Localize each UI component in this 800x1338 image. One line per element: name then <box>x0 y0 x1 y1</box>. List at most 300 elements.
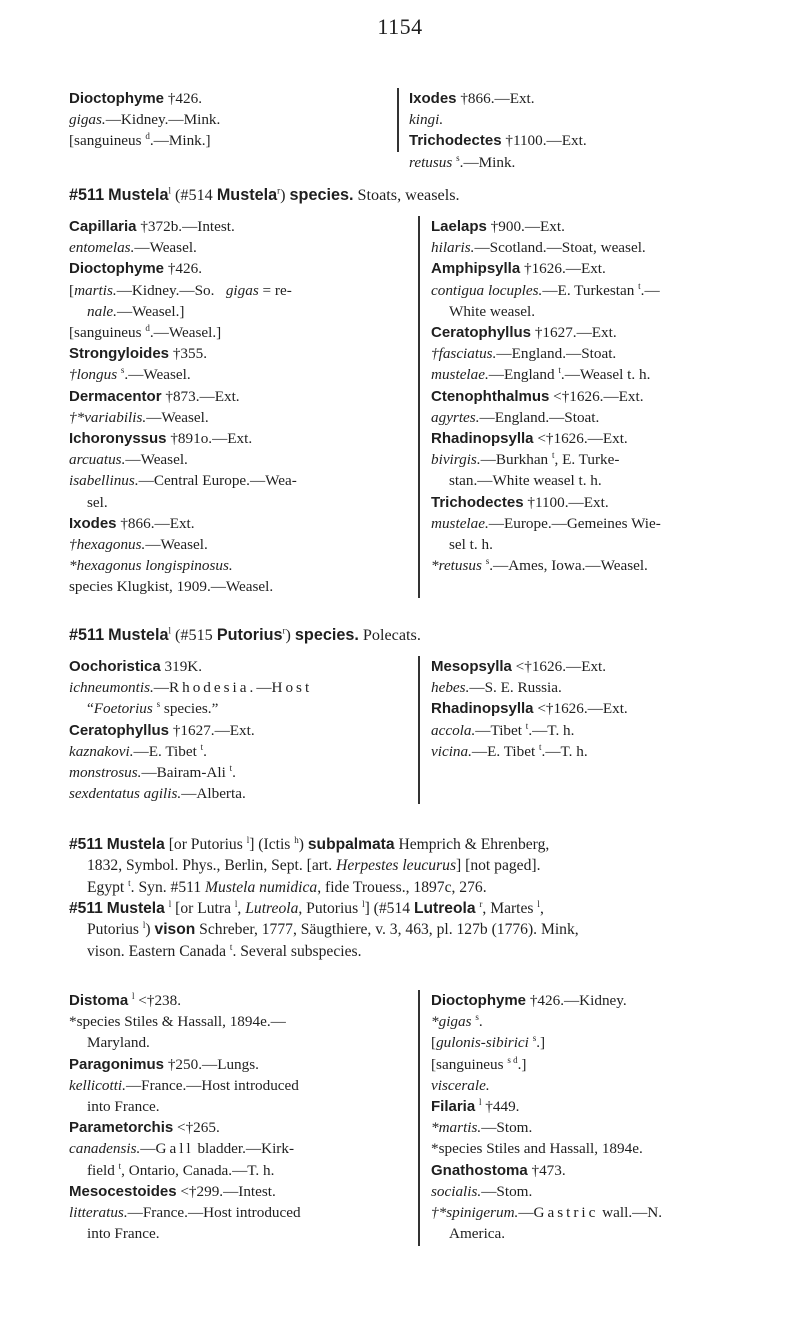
text-fragment: †426. <box>167 90 202 107</box>
text-fragment: †891o.—Ext. <box>170 430 253 448</box>
text-line <box>69 322 391 343</box>
text-line <box>409 130 769 151</box>
text-fragment: *retusus <box>431 557 482 575</box>
text-fragment: Capillaria <box>69 218 137 235</box>
text-line <box>431 1011 771 1032</box>
text-line <box>69 216 391 237</box>
text-fragment: †1100.—Ext. <box>505 132 587 150</box>
text-fragment: #511 <box>69 186 105 204</box>
text-fragment: l <box>537 898 540 909</box>
text-fragment: —Stom. <box>481 1182 533 1200</box>
text-fragment: Gnathostoma <box>431 1161 528 1179</box>
text-fragment: —Bairam-Ali <box>141 764 226 782</box>
text-line <box>431 741 771 762</box>
text-fragment: l <box>246 834 250 845</box>
text-line <box>69 1223 409 1244</box>
text-fragment: gigas <box>225 281 259 299</box>
text-fragment: Amphipsylla <box>431 260 521 278</box>
text-line <box>69 783 391 804</box>
text-line <box>69 698 391 719</box>
text-fragment: Mustela <box>106 900 165 917</box>
text-fragment: species Klugkist, 1909.—Weasel. <box>69 578 274 596</box>
text-fragment: [ <box>431 1034 437 1052</box>
text-fragment: —E. Tibet <box>471 742 536 760</box>
text-line <box>431 720 771 741</box>
text-line <box>431 258 771 279</box>
text-fragment: .—T. h. <box>541 742 588 760</box>
text-fragment: (#515 <box>175 626 213 644</box>
text-fragment: [or Lutra <box>175 900 231 917</box>
text-fragment: Stoats, weasels. <box>357 186 460 204</box>
text-line <box>69 677 391 698</box>
text-line <box>431 237 771 258</box>
entry-bracket-line <box>69 130 389 151</box>
top-left-column <box>69 88 389 152</box>
text-fragment: s <box>156 699 161 710</box>
text-fragment: vison. Eastern Canada <box>87 942 227 960</box>
text-fragment: t <box>200 741 204 752</box>
text-fragment: = re- <box>262 281 292 299</box>
mink-left-column <box>69 990 409 1244</box>
text-fragment: , Ontario, Canada.—T. h. <box>121 1161 275 1179</box>
entry-vison <box>69 898 769 962</box>
text-line <box>431 990 771 1011</box>
text-line <box>69 343 391 364</box>
text-fragment: l <box>168 898 172 909</box>
text-fragment: Mustela <box>106 836 165 853</box>
text-fragment: l <box>131 990 135 1001</box>
text-fragment: .—Weasel. <box>124 366 191 384</box>
text-fragment: sel. <box>87 493 108 511</box>
text-fragment: †250.—Lungs. <box>167 1055 259 1073</box>
text-fragment: <†238. <box>138 992 182 1009</box>
text-fragment: Dioctophyme <box>431 992 527 1009</box>
text-fragment: contigua locuples. <box>431 281 543 299</box>
text-fragment: . <box>203 742 207 760</box>
text-fragment: Ceratophyllus <box>69 721 170 739</box>
text-fragment: ] [not paged]. <box>456 857 541 875</box>
text-fragment: .— <box>640 281 660 299</box>
text-fragment: .—Ames, Iowa.—Weasel. <box>489 557 648 575</box>
text-fragment: mustelae. <box>431 514 489 532</box>
text-fragment: t <box>118 1160 122 1171</box>
text-line <box>69 1011 409 1032</box>
text-fragment: †449. <box>485 1098 520 1116</box>
text-fragment: Mesopsylla <box>431 658 512 675</box>
text-line <box>431 1054 771 1075</box>
text-fragment: hebes. <box>431 679 470 697</box>
text-line <box>69 1181 409 1202</box>
text-fragment: Mustela <box>108 626 169 644</box>
text-fragment: —England.—Stoat. <box>479 408 600 426</box>
text-fragment: hilaris. <box>431 239 475 257</box>
text-line <box>431 1117 771 1138</box>
text-line <box>69 1202 409 1223</box>
text-line <box>69 656 391 677</box>
text-fragment: Oochoristica <box>69 658 161 675</box>
text-fragment: stan.—White weasel t. h. <box>449 472 602 490</box>
text-fragment: .—Weasel t. h. <box>560 366 651 384</box>
text-fragment: Lutreola <box>245 900 299 917</box>
text-fragment: ] (#514 <box>364 900 411 917</box>
text-line <box>69 1096 409 1117</box>
text-fragment: into France. <box>87 1225 160 1243</box>
text-fragment: †*variabilis. <box>69 408 147 426</box>
text-fragment: Dioctophyme <box>69 90 165 107</box>
text-fragment: †longus <box>69 366 118 384</box>
text-fragment: kaznakovi. <box>69 742 134 760</box>
column-divider <box>397 88 399 152</box>
text-fragment: Strongyloides <box>69 345 170 363</box>
text-fragment: Ixodes <box>69 514 117 532</box>
text-fragment: —Kidney.—Mink. <box>105 111 221 129</box>
text-fragment: †900.—Ext. <box>490 218 565 235</box>
section-heading-stoats <box>69 184 769 206</box>
text-line <box>69 898 769 919</box>
text-fragment: ] (Ictis <box>249 836 291 853</box>
text-fragment: —E. Turkestan <box>542 281 635 299</box>
text-line <box>69 386 391 407</box>
text-fragment: t <box>229 941 233 952</box>
text-fragment: —Kidney.—So. <box>116 281 215 299</box>
text-line <box>431 1202 771 1223</box>
text-fragment: <†1626.—Ext. <box>515 658 607 675</box>
text-fragment: canadensis. <box>69 1140 141 1158</box>
text-fragment: White weasel. <box>449 302 536 320</box>
text-fragment: t <box>558 365 561 376</box>
text-fragment: d <box>145 322 150 333</box>
text-fragment: species.” <box>160 700 219 718</box>
text-fragment: Putorius <box>87 921 139 939</box>
text-line <box>431 407 771 428</box>
text-line <box>69 237 391 258</box>
text-fragment: d <box>145 131 150 142</box>
column-divider <box>418 656 420 804</box>
text-line <box>431 1075 771 1096</box>
text-line <box>431 513 771 534</box>
text-fragment: #511 <box>69 626 105 644</box>
text-fragment: Ctenophthalmus <box>431 387 550 405</box>
text-fragment: r <box>277 185 281 196</box>
text-fragment: —England.—Stoat. <box>496 345 617 363</box>
text-fragment: vicina. <box>431 742 472 760</box>
text-fragment: kingi. <box>409 111 444 129</box>
text-line <box>69 834 769 855</box>
text-fragment: subpalmata <box>307 836 395 853</box>
text-fragment: Filaria <box>431 1098 476 1116</box>
text-fragment: “ <box>87 700 94 718</box>
text-fragment: *martis. <box>431 1119 482 1137</box>
text-line <box>431 428 771 449</box>
text-line <box>69 576 391 597</box>
text-line <box>431 1096 771 1117</box>
text-fragment: nale. <box>87 302 117 320</box>
text-fragment: [or Putorius <box>168 836 243 853</box>
text-fragment: r <box>479 898 483 909</box>
text-fragment: Dermacentor <box>69 387 162 405</box>
text-fragment: —Tibet <box>475 721 522 739</box>
text-line <box>431 301 771 322</box>
text-fragment: . <box>232 764 236 782</box>
text-fragment: s <box>485 556 490 567</box>
text-fragment: †866.—Ext. <box>460 90 535 107</box>
text-fragment: s d <box>507 1054 518 1065</box>
text-fragment: ichneumontis. <box>69 679 154 697</box>
polecats-right-column <box>431 656 771 762</box>
text-fragment: Polecats. <box>362 626 421 644</box>
text-line <box>431 216 771 237</box>
text-fragment: Ceratophyllus <box>431 324 532 342</box>
text-fragment: t <box>638 280 641 291</box>
text-fragment: .—Mink.] <box>149 132 211 150</box>
text-line <box>431 677 771 698</box>
text-fragment: Parametorchis <box>69 1119 174 1137</box>
text-line <box>69 364 391 385</box>
text-line <box>69 1075 409 1096</box>
text-fragment: t <box>525 720 529 731</box>
text-fragment: , E. Turke- <box>554 451 620 469</box>
text-fragment: <†1626.—Ext. <box>537 430 628 448</box>
text-fragment: —France.—Host introduced <box>127 1204 301 1222</box>
text-fragment: martis. <box>74 281 117 299</box>
text-line <box>69 534 391 555</box>
text-fragment: —Weasel. <box>145 536 208 554</box>
text-fragment: entomelas. <box>69 239 135 257</box>
text-fragment: †866.—Ext. <box>120 514 195 532</box>
text-fragment: —Stom. <box>481 1119 533 1137</box>
text-fragment: †hexagonus. <box>69 536 146 554</box>
text-fragment: Maryland. <box>87 1034 150 1052</box>
text-fragment: l <box>168 625 171 636</box>
text-fragment: Putorius <box>216 626 283 644</box>
text-fragment: Gastric <box>533 1204 599 1222</box>
text-fragment: species. <box>289 186 354 204</box>
text-line <box>431 656 771 677</box>
text-fragment: [sanguineus <box>69 132 142 150</box>
text-fragment: sexdentatus agilis. <box>69 785 182 803</box>
text-line <box>69 1054 409 1075</box>
text-fragment: — <box>256 679 272 697</box>
text-fragment: — <box>153 679 169 697</box>
text-fragment: s <box>120 365 125 376</box>
text-fragment: Host <box>271 679 313 697</box>
text-fragment: Gall <box>155 1140 194 1158</box>
text-fragment: Ichoronyssus <box>69 430 167 448</box>
text-fragment: gulonis-sibirici <box>436 1034 529 1052</box>
text-fragment: Dioctophyme <box>69 260 165 278</box>
text-fragment: agyrtes. <box>431 408 480 426</box>
text-fragment: Lutreola <box>413 900 476 917</box>
stoats-left-column <box>69 216 391 598</box>
text-fragment: —Scotland.—Stoat, weasel. <box>474 239 646 257</box>
text-line <box>431 364 771 385</box>
text-fragment: <†1626.—Ext. <box>553 387 644 405</box>
text-fragment: America. <box>449 1225 506 1243</box>
text-line <box>409 152 769 173</box>
text-fragment: , Martes <box>482 900 534 917</box>
text-fragment: into France. <box>87 1098 160 1116</box>
text-fragment: Mustela <box>216 186 278 204</box>
text-line <box>409 88 769 109</box>
text-line <box>431 386 771 407</box>
text-fragment: , <box>539 900 544 917</box>
text-fragment: †*spinigerum. <box>431 1204 519 1222</box>
page-number: 1154 <box>377 14 423 39</box>
text-fragment: — <box>140 1140 156 1158</box>
text-fragment: , Putorius <box>298 900 359 917</box>
text-fragment: Mustela <box>108 186 169 204</box>
text-fragment: [sanguineus <box>431 1055 504 1073</box>
text-fragment: isabellinus. <box>69 472 139 490</box>
text-line <box>69 741 391 762</box>
text-fragment: *species Stiles & Hassall, 1894e.— <box>69 1013 286 1031</box>
text-fragment: —Weasel. <box>125 451 188 469</box>
text-line <box>69 990 409 1011</box>
text-fragment: .] <box>517 1055 527 1073</box>
text-fragment: . Syn. #511 <box>130 878 202 896</box>
text-fragment: —Weasel. <box>134 239 197 257</box>
text-fragment: , fide Trouess., 1897c, 276. <box>317 878 487 896</box>
text-fragment: l <box>168 185 171 196</box>
text-fragment: bivirgis. <box>431 451 481 469</box>
text-fragment: Rhadinopsylla <box>431 430 534 448</box>
text-fragment: field <box>87 1161 115 1179</box>
text-fragment: —Weasel. <box>146 408 209 426</box>
text-fragment: 1832, Symbol. Phys., Berlin, Sept. [art. <box>87 857 333 875</box>
text-fragment: Trichodectes <box>431 493 524 511</box>
text-line <box>431 470 771 491</box>
text-fragment: †1627.—Ext. <box>534 324 617 342</box>
text-line <box>69 513 391 534</box>
mink-right-column <box>431 990 771 1244</box>
text-fragment: †1627.—Ext. <box>172 721 255 739</box>
text-fragment: <†1626.—Ext. <box>537 700 628 718</box>
text-fragment: —Weasel.] <box>116 302 185 320</box>
text-line <box>69 1032 409 1053</box>
text-fragment: l <box>478 1096 482 1107</box>
text-fragment: Distoma <box>69 992 129 1009</box>
text-fragment: t <box>539 741 542 752</box>
text-line <box>409 109 769 130</box>
text-fragment: †426.—Kidney. <box>529 992 627 1009</box>
text-line <box>431 1181 771 1202</box>
text-fragment: —S. E. Russia. <box>469 679 562 697</box>
text-fragment: . <box>478 1013 483 1031</box>
text-fragment: —Europe.—Gemeines Wie- <box>488 514 661 532</box>
text-fragment: —Alberta. <box>181 785 246 803</box>
text-line <box>431 1160 771 1181</box>
text-fragment: Paragonimus <box>69 1055 165 1073</box>
text-fragment: †873.—Ext. <box>165 387 240 405</box>
text-line <box>431 534 771 555</box>
text-line <box>431 1138 771 1159</box>
text-fragment: ) <box>298 836 304 853</box>
section-heading-polecats <box>69 624 769 646</box>
polecats-left-column <box>69 656 391 804</box>
text-line <box>69 877 769 898</box>
text-fragment: r <box>282 625 286 636</box>
text-line <box>69 1117 409 1138</box>
text-line <box>431 698 771 719</box>
text-line <box>69 941 769 962</box>
text-line <box>69 407 391 428</box>
text-line <box>431 449 771 470</box>
text-fragment: 319K. <box>164 658 203 675</box>
text-fragment: *species Stiles and Hassall, 1894e. <box>431 1140 643 1158</box>
text-line <box>431 322 771 343</box>
text-fragment: —Burkhan <box>480 451 549 469</box>
text-fragment: —France.—Host introduced <box>125 1076 299 1094</box>
text-line <box>69 555 391 576</box>
text-fragment: bladder.—Kirk- <box>193 1140 295 1158</box>
text-fragment: . Several subspecies. <box>232 942 362 960</box>
text-fragment: — <box>518 1204 534 1222</box>
text-fragment: —England <box>488 366 555 384</box>
text-fragment: †426. <box>167 260 202 278</box>
text-fragment: Rhodesia. <box>168 679 257 697</box>
column-divider <box>418 216 420 598</box>
text-line <box>69 1138 409 1159</box>
text-fragment: Foetorius <box>93 700 153 718</box>
text-fragment: —Central Europe.—Wea- <box>138 472 297 490</box>
text-fragment: <†265. <box>177 1119 220 1137</box>
entry-genus-line <box>69 88 389 109</box>
text-fragment: —E. Tibet <box>133 742 197 760</box>
text-line <box>69 492 391 513</box>
text-fragment: Trichodectes <box>409 132 502 150</box>
text-fragment: .—T. h. <box>528 721 575 739</box>
text-fragment: <†299.—Intest. <box>180 1182 276 1200</box>
stoats-right-column <box>431 216 771 576</box>
text-fragment: Egypt <box>87 878 125 896</box>
text-line <box>69 428 391 449</box>
text-line <box>69 258 391 279</box>
text-fragment: [ <box>69 281 75 299</box>
text-fragment: arcuatus. <box>69 451 126 469</box>
text-fragment: vison <box>154 921 196 939</box>
entry-species-line <box>69 109 389 130</box>
entry-subpalmata <box>69 834 769 898</box>
text-fragment: , <box>237 900 242 917</box>
text-fragment: mustelae. <box>431 366 489 384</box>
top-right-column <box>409 88 769 173</box>
text-line <box>69 720 391 741</box>
text-fragment: kellicotti. <box>69 1076 126 1094</box>
text-fragment: Laelaps <box>431 218 487 235</box>
text-line <box>431 343 771 364</box>
text-fragment: Ixodes <box>409 90 457 107</box>
text-fragment: litteratus. <box>69 1204 128 1222</box>
text-fragment: †1626.—Ext. <box>523 260 606 278</box>
text-line <box>431 1223 771 1244</box>
text-fragment: .—Mink. <box>459 153 516 171</box>
text-fragment: retusus <box>409 153 453 171</box>
text-line <box>69 301 391 322</box>
text-line <box>431 492 771 513</box>
text-fragment: Mustela numidica <box>205 878 318 896</box>
text-fragment: Hemprich & Ehrenberg, <box>398 836 550 853</box>
text-fragment: l <box>362 898 365 909</box>
text-fragment: #511 <box>69 836 103 853</box>
text-fragment: ) <box>280 186 286 204</box>
text-fragment: *hexagonus longispinosus. <box>69 557 233 575</box>
column-divider <box>418 990 420 1246</box>
text-fragment: [sanguineus <box>69 324 142 342</box>
text-fragment: socialis. <box>431 1182 482 1200</box>
text-fragment: †355. <box>172 345 207 363</box>
text-line <box>431 555 771 576</box>
text-fragment: †473. <box>531 1161 566 1179</box>
